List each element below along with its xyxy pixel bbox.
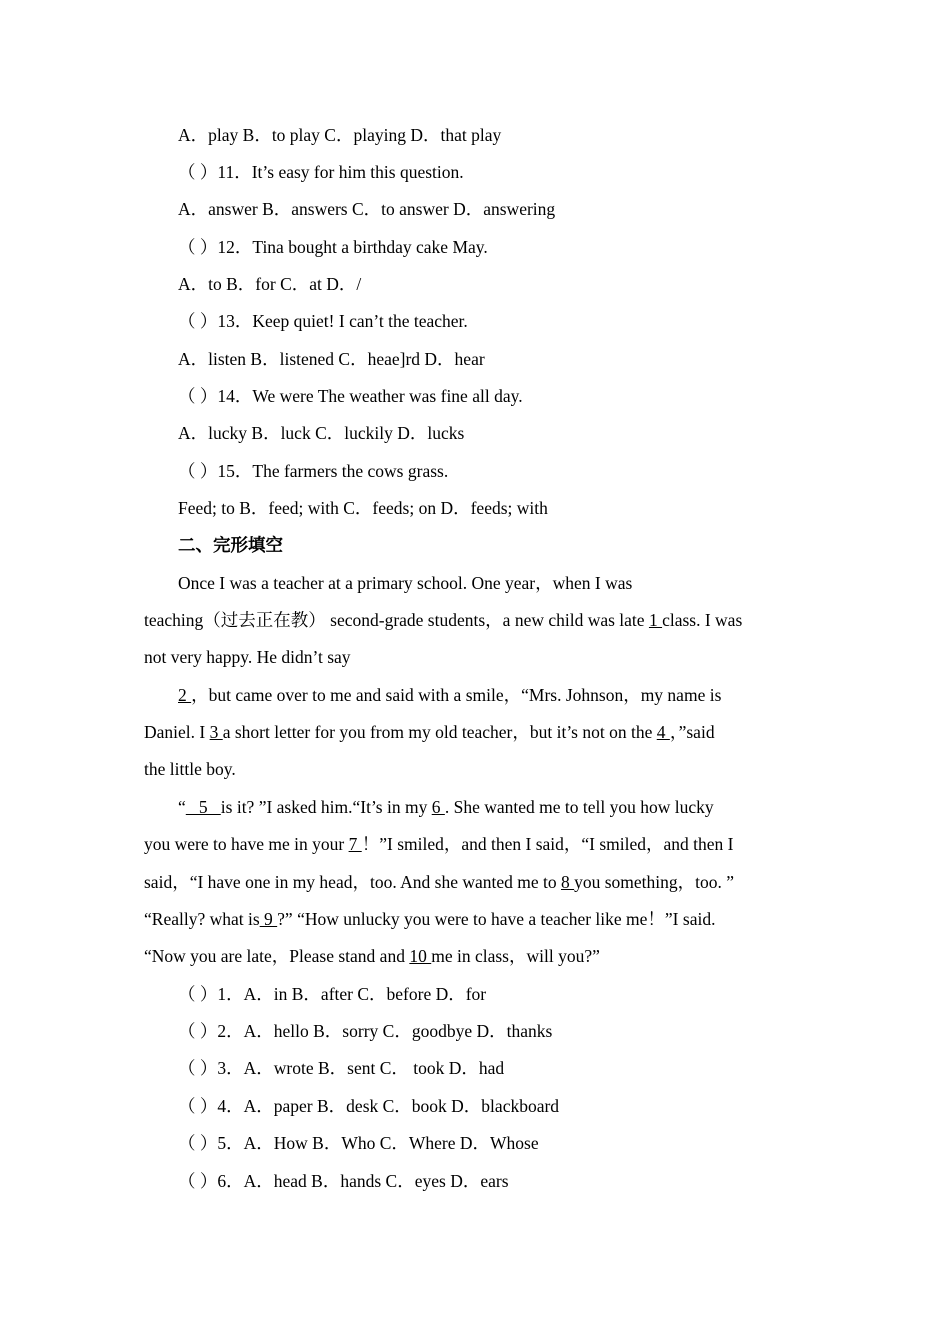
option-line-14: A．lucky B．luck C．luckily D．lucks [178, 423, 465, 443]
blank-5: 5 [185, 797, 221, 817]
cloze-question-1: （ ）1．A．in B．after C．before D．for [178, 984, 487, 1004]
blank-10: 10 [409, 946, 432, 966]
passage-text: “Now you are late，Please stand and [144, 946, 410, 966]
passage-text: you were to have me in your [144, 834, 349, 854]
cloze-question-5: （ ）5．A．How B．Who C．Where D．Whose [178, 1133, 539, 1153]
option-line-12: A．to B．for C．at D．/ [178, 274, 362, 294]
blank-9: 9 [259, 909, 278, 929]
question-11: （ ）11．It’s easy for him this question. [178, 162, 464, 182]
option-line-11: A．answer B．answers C．to answer D．answering [178, 199, 556, 219]
passage-text: “ [178, 797, 186, 817]
passage-line [178, 684, 721, 706]
blank-2: 2 [178, 685, 192, 705]
passage-line: the little boy. [144, 759, 236, 779]
passage-text: a short letter for you from my old teacher，but it’s not on the [222, 722, 657, 742]
blank-3: 3 [209, 722, 223, 742]
passage-text: you something，too. ” [574, 872, 735, 892]
passage-text: . She wanted me to tell you how lucky [444, 797, 714, 817]
passage-text: ，”said [669, 722, 715, 742]
passage-line [144, 871, 734, 893]
option-line-10: A．play B．to play C．playing D．that play [178, 125, 502, 145]
blank-6: 6 [431, 797, 445, 817]
cloze-question-3: （ ）3．A．wrote B．sent C． took D．had [178, 1058, 505, 1078]
passage-line [144, 833, 734, 855]
section-heading: 二、完形填空 [178, 535, 283, 555]
blank-1: 1 [648, 610, 663, 630]
passage-text: teaching（过去正在教） second-grade students，a new child was late [144, 610, 649, 630]
blank-8: 8 [560, 872, 575, 892]
passage-text: “Really? what is [144, 909, 260, 929]
question-12: （ ）12．Tina bought a birthday cake May. [178, 237, 488, 257]
passage-line [144, 721, 715, 743]
question-15: （ ）15．The farmers the cows grass. [178, 461, 449, 481]
passage-line [144, 945, 600, 967]
passage-line [144, 908, 715, 930]
passage-text: said，“I have one in my head，too. And she wanted me to [144, 872, 561, 892]
passage-text: is it? ”I asked him.“It’s in my [220, 797, 432, 817]
option-line-15: Feed; to B．feed; with C．feeds; on D．feeds; with [178, 498, 548, 518]
passage-text: Daniel. I [144, 722, 210, 742]
passage-line [178, 796, 714, 818]
blank-7: 7 [348, 834, 362, 854]
passage-text: ，but came over to me and said with a smile，“Mrs. Johnson，my name is [191, 685, 722, 705]
blank-4: 4 [656, 722, 670, 742]
passage-text: ！”I smiled，and then I said，“I smiled，and then I [361, 834, 734, 854]
cloze-question-2: （ ）2．A．hello B．sorry C．goodbye D．thanks [178, 1021, 553, 1041]
passage-text: ?” “How unlucky you were to have a teacher like me！”I said. [277, 909, 716, 929]
question-13: （ ）13．Keep quiet! I can’t the teacher. [178, 311, 468, 331]
passage-line: Once I was a teacher at a primary school. One year，when I was [178, 573, 633, 593]
option-line-13: A．listen B．listened C．heae]rd D．hear [178, 349, 485, 369]
passage-text: class. I was [662, 610, 743, 630]
cloze-question-4: （ ）4．A．paper B．desk C．book D．blackboard [178, 1096, 560, 1116]
question-14: （ ）14．We were The weather was fine all day. [178, 386, 523, 406]
passage-line [144, 609, 742, 631]
cloze-question-6: （ ）6．A．head B．hands C．eyes D．ears [178, 1171, 509, 1191]
passage-text: me in class，will you?” [431, 946, 600, 966]
passage-line: not very happy. He didn’t say [144, 647, 351, 667]
